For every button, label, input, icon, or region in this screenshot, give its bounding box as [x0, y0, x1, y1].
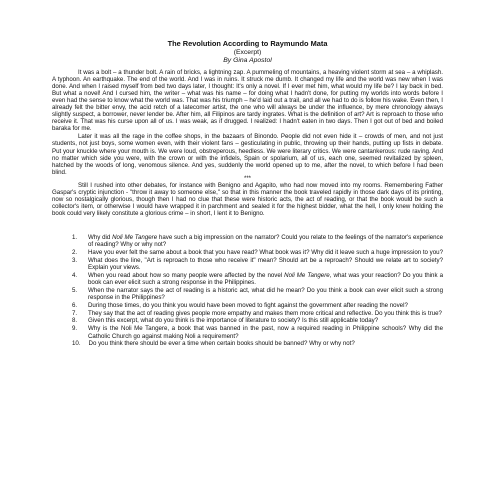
question-list — [52, 234, 443, 348]
question-number: 9. — [72, 325, 78, 333]
question-text-part: have such a big impression on the narrator? Could you relate to the feelings of the narrator's experience of reading? Why or why not? — [88, 233, 444, 249]
document-title: The Revolution According to Raymundo Mata — [167, 39, 328, 48]
question-item — [52, 340, 443, 347]
question-item — [52, 317, 443, 324]
question-number: 5. — [72, 286, 78, 294]
question-number: 10. — [72, 340, 81, 348]
question-number: 1. — [72, 233, 78, 241]
question-text: They say that the act of reading gives people more empathy and makes them more critical and reflective. Do you think this is true? — [88, 309, 442, 317]
document-byline: By Gina Apostol — [223, 56, 272, 64]
question-item — [52, 287, 443, 302]
question-number: 6. — [72, 301, 78, 309]
question-number: 4. — [72, 271, 78, 279]
paragraph: It was a bolt – a thunder bolt. A rain of bricks, a lightning zap. A pummeling of mountains, a heaving violent storm at sea – a whiplash. A typhoon. An earthquake. The end of the world. And I was in ruins. It struck me dumb. It changed my life and the world was new when I was done. And when I raised myself from bed two days later, I thought: It's only a novel. If I ever met him, what would my life be? I lay back in bed. But what a novel! And I cursed him, the writer – what was his name – for doing what I hadn't done, for putting my worlds into words before I even had the sense to know what the world was. That was his triumph – he'd laid out a trail, and all we had to do is follow his wake. Even then, I already felt the bitter envy, the acid retch of a latecomer artist, the one who will always be under the influence, by mere chronology always slightly suspect, a borrower, never lender be. After him, all Filipinos are tardy ingrates. What is the definition of art? Art is reproach to those who receive it. That was his curse upon all of us. I was weak, as if drugged. I realized: I hadn't eaten in two days. Then I got out of bed and boiled baraka for me. — [52, 69, 443, 133]
question-text: During those times, do you think you would have been moved to fight against the government after reading the novel? — [88, 301, 408, 309]
question-text: Have you ever felt the same about a book that you have read? What book was it? Why did it leave such a huge impression to you? — [88, 249, 443, 257]
question-text — [88, 272, 443, 287]
question-number: 7. — [72, 309, 78, 317]
question-number: 2. — [72, 249, 78, 257]
document-subtitle: (Excerpt) — [233, 48, 262, 56]
question-item — [52, 234, 443, 249]
question-text-part: Why did — [88, 233, 113, 241]
question-item — [52, 325, 443, 340]
question-text: Do you think there should be ever a time when certain books should be banned? Why or why not? — [88, 340, 355, 348]
book-title-italic: Noli Me Tangere — [112, 233, 158, 241]
question-text-part: , what was your reaction? Do you think a book can ever elicit such a strong response in the Philippines. — [88, 271, 444, 287]
question-text: Why is the Noli Me Tangere, a book that was banned in the past, now a required reading in Philippine schools? Why did the Catholic Church go against making Noli a requirement? — [88, 325, 443, 340]
question-item — [52, 249, 443, 256]
question-item — [52, 257, 443, 272]
question-item — [52, 272, 443, 287]
question-text-part: When you read about how so many people were affected by the novel — [88, 271, 285, 279]
question-item — [52, 302, 443, 309]
book-title-italic: Noli Me Tangere — [284, 271, 330, 279]
question-text: Given this excerpt, what do you think is the importance of literature to society? Is this still applicable today? — [88, 317, 379, 325]
question-number: 3. — [72, 256, 78, 264]
section-separator: *** — [243, 175, 251, 182]
question-item — [52, 310, 443, 317]
paragraph: Later it was all the rage in the coffee shops, in the bazaars of Binondo. People did not even hide it – crowds of men, and not just students, not just boys, some women even, with their violent fans – gesticulating in public, throwing up their hands, putting up fists in debate. Put your knuckle where your mouth is. We were loud, obstreperous, heedless. We were literary critics. We were cantankerous: rude raving. And no matter which side you were, with the crown or with the infidels, Spain or spolarium, all of us, each one, seemed revitalized by spleen, hatched by the woods of long, venomous silence. And yes, suddenly the world opened up to me, after the novel, to which before I had been blind. — [52, 133, 443, 176]
paragraph: Still I rushed into other debates, for instance with Benigno and Agapito, who had now moved into my rooms. Remembering Father Gaspar's cryptic injunction - "throw it away to someone else," so that in this manner the book traveled rapidly in those dark days of its printing, now so nostalgically glorious, though then I had no clue that these were historic acts, the act of reading, or that the book would be such a collector's item, or otherwise I would have wrapped it in parchment and sealed it for the highest bidder, what the hell, I only knew holding the book could very likely constitute a glorious crime – in short, I lent it to Benigno. — [52, 181, 443, 217]
question-text — [88, 234, 443, 249]
document-body — [52, 69, 443, 217]
question-number: 8. — [72, 317, 78, 325]
question-text: When the narrator says the act of reading is a historic act, what did he mean? Do you think a book can ever elicit such a strong response in the Philippines? — [88, 286, 443, 302]
question-text: What does the line, "Art is reproach to those who receive it" mean? Should art be a reproach? Should we relate art to society? Explain your views. — [88, 256, 443, 272]
